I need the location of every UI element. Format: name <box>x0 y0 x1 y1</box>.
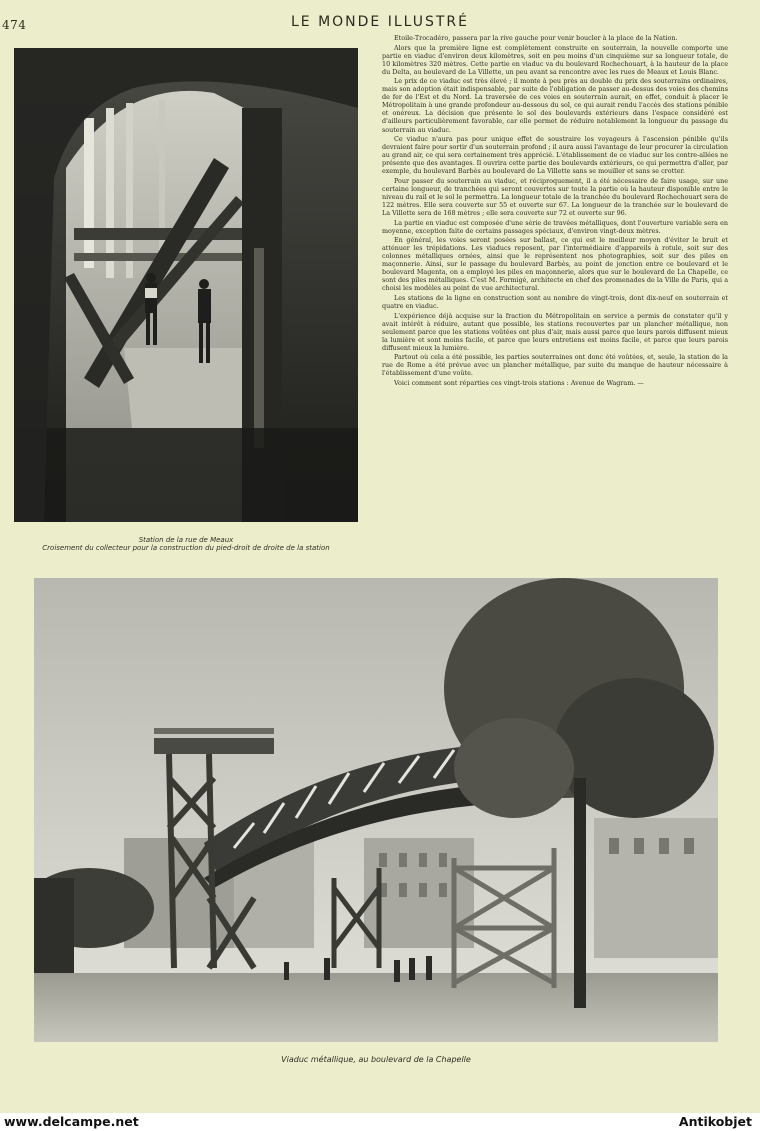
article-paragraph: Pour passer du souterrain au viaduc, et réciproquement, il a été nécessaire de faire usage, sur une certaine longueur, de tranchées qui seront couvertes sur toute la partie où la hauteur disponible entre le niveau du rail et le sol le permettra. La longueur totale de la tranchée du boulevard Rochechouart sera de 122 mètres. Elle sera couverte sur 55 et ouverte sur 67. La longueur de la tranchée sur le boulevard de La Villette sera de 168 mètres ; elle sera couverte sur 72 et ouverte sur 96. <box>382 176 728 217</box>
article-paragraph: Alors que la première ligne est complètement construite en souterrain, la nouvelle comporte une partie en viaduc d'environ deux kilomètres, soit en peu moins d'un cinquième sur sa longueur totale, de 10 kilomètres 320 mètres. Cette partie en viaduc va du boulevard Rochechouart, à la hauteur de la place du Delta, au boulevard de La Villette, un peu avant sa rencontre avec les rues de Meaux et Louis Blanc. <box>382 43 728 76</box>
station-construction-illustration <box>14 48 358 522</box>
article-paragraph: Partout où cela a été possible, les parties souterraines ont donc été voûtées, et, seule, la station de la rue de Rome a été prévue avec un plancher métallique, par suite du manque de hauteur nécessaire à l'établissement d'une voûte. <box>382 353 728 378</box>
article-paragraph: La partie en viaduc est composée d'une série de travées métalliques, dont l'ouverture variable sera en moyenne, exception faite de certains passages spéciaux, d'environ vingt-deux mètres. <box>382 218 728 235</box>
photo-metal-viaduct <box>34 578 718 1042</box>
article-paragraph: Les stations de la ligne en construction sont au nombre de vingt-trois, dont dix-neuf en souterrain et quatre en viaduc. <box>382 293 728 310</box>
article-paragraph: Voici comment sont réparties ces vingt-trois stations : Avenue de Wagram. — <box>394 378 644 387</box>
watermark-left-link[interactable]: www.delcampe.net <box>4 1114 139 1129</box>
page-number: 474 <box>2 18 27 32</box>
caption-top-subtitle: Croisement du collecteur pour la construction du pied-droit de droite de la station <box>42 544 330 552</box>
article-paragraph: Ce viaduc n'aura pas pour unique effet de soustraire les voyageurs à l'ascension pénible qu'ils devraient faire pour sortir d'un souterrain profond ; il aura aussi l'avantage de leur procurer la circulation au grand air, ce qui sera certainement très apprécié. L'établissement de ce viaduc sur les contre-allées ne présente que des avantages. Il ouvrira cette partie des boulevards extérieurs, ce qui permettra d'aller, par exemple, du boulevard Barbès au boulevard de La Villette sans se mouiller et sans se crotter. <box>382 135 728 176</box>
watermark-right-label: Antikobjet <box>678 1114 752 1129</box>
article-paragraph: L'expérience déjà acquise sur la fraction du Métropolitain en service a permis de constater qu'il y avait intérêt à réduire, autant que possible, les stations recouvertes par un plancher métallique, non seulement parce que les stations voûtées ont plus d'air, mais aussi parce que leurs parois diffusent mieux la lumière et sont moins facile, et parce que leurs entretiens est moins facile, et parce que leurs parois diffusent mieux la lumière. <box>382 311 728 352</box>
article-paragraph: En général, les voies seront posées sur ballast, ce qui est le meilleur moyen d'éviter le bruit et atténuer les trépidations. Les viaducs reposent, par l'intermédiaire d'appareils à rotule, soit sur des colonnes métalliques ornées, ainsi que le représentent nos photographies, soit sur des piles en maçonnerie. Ainsi, sur le passage du boulevard Barbès, au point de jonction entre ce boulevard et le boulevard Magenta, on a employé les piles en maçonnerie, alors que sur le boulevard de La Chapelle, ce sont des piles métalliques. C'est M. Formigé, architecte en chef des promenades de la Ville de Paris, qui a choisi les modèles au point de vue architectural. <box>382 236 728 293</box>
caption-bottom: Viaduc métallique, au boulevard de la Chapelle <box>281 1055 471 1064</box>
caption-top-title: Station de la rue de Meaux <box>138 536 234 544</box>
masthead-title: LE MONDE ILLUSTRÉ <box>290 14 470 30</box>
article-text <box>382 34 728 388</box>
photo-station-construction <box>14 48 358 522</box>
article-paragraph: Le prix de ce viaduc est très élevé ; il monte à peu près au double du prix des souterrains ordinaires, mais son adoption était indispensable, par suite de l'obligation de passer au-dessus des voies des chemins de fer de l'Est et du Nord. La traversée de ces voies en souterrain aurait, en effet, conduit à placer le Métropolitain à une grande profondeur au-dessous du sol, ce qui aurait rendu l'accès des stations pénible et onéreux. La décision que présente le sol des boulevards extérieurs dans l'espace considéré est d'ailleurs particulièrement favorable, car elle permet de réduire notablement la longueur du passage du souterrain au viaduc. <box>382 77 728 134</box>
watermark-bar <box>0 1113 760 1131</box>
metal-viaduct-illustration <box>34 578 718 1042</box>
article-paragraph: Etoile-Trocadéro, passera par la rive gauche pour venir boucler à la place de la Nation. <box>394 34 678 42</box>
